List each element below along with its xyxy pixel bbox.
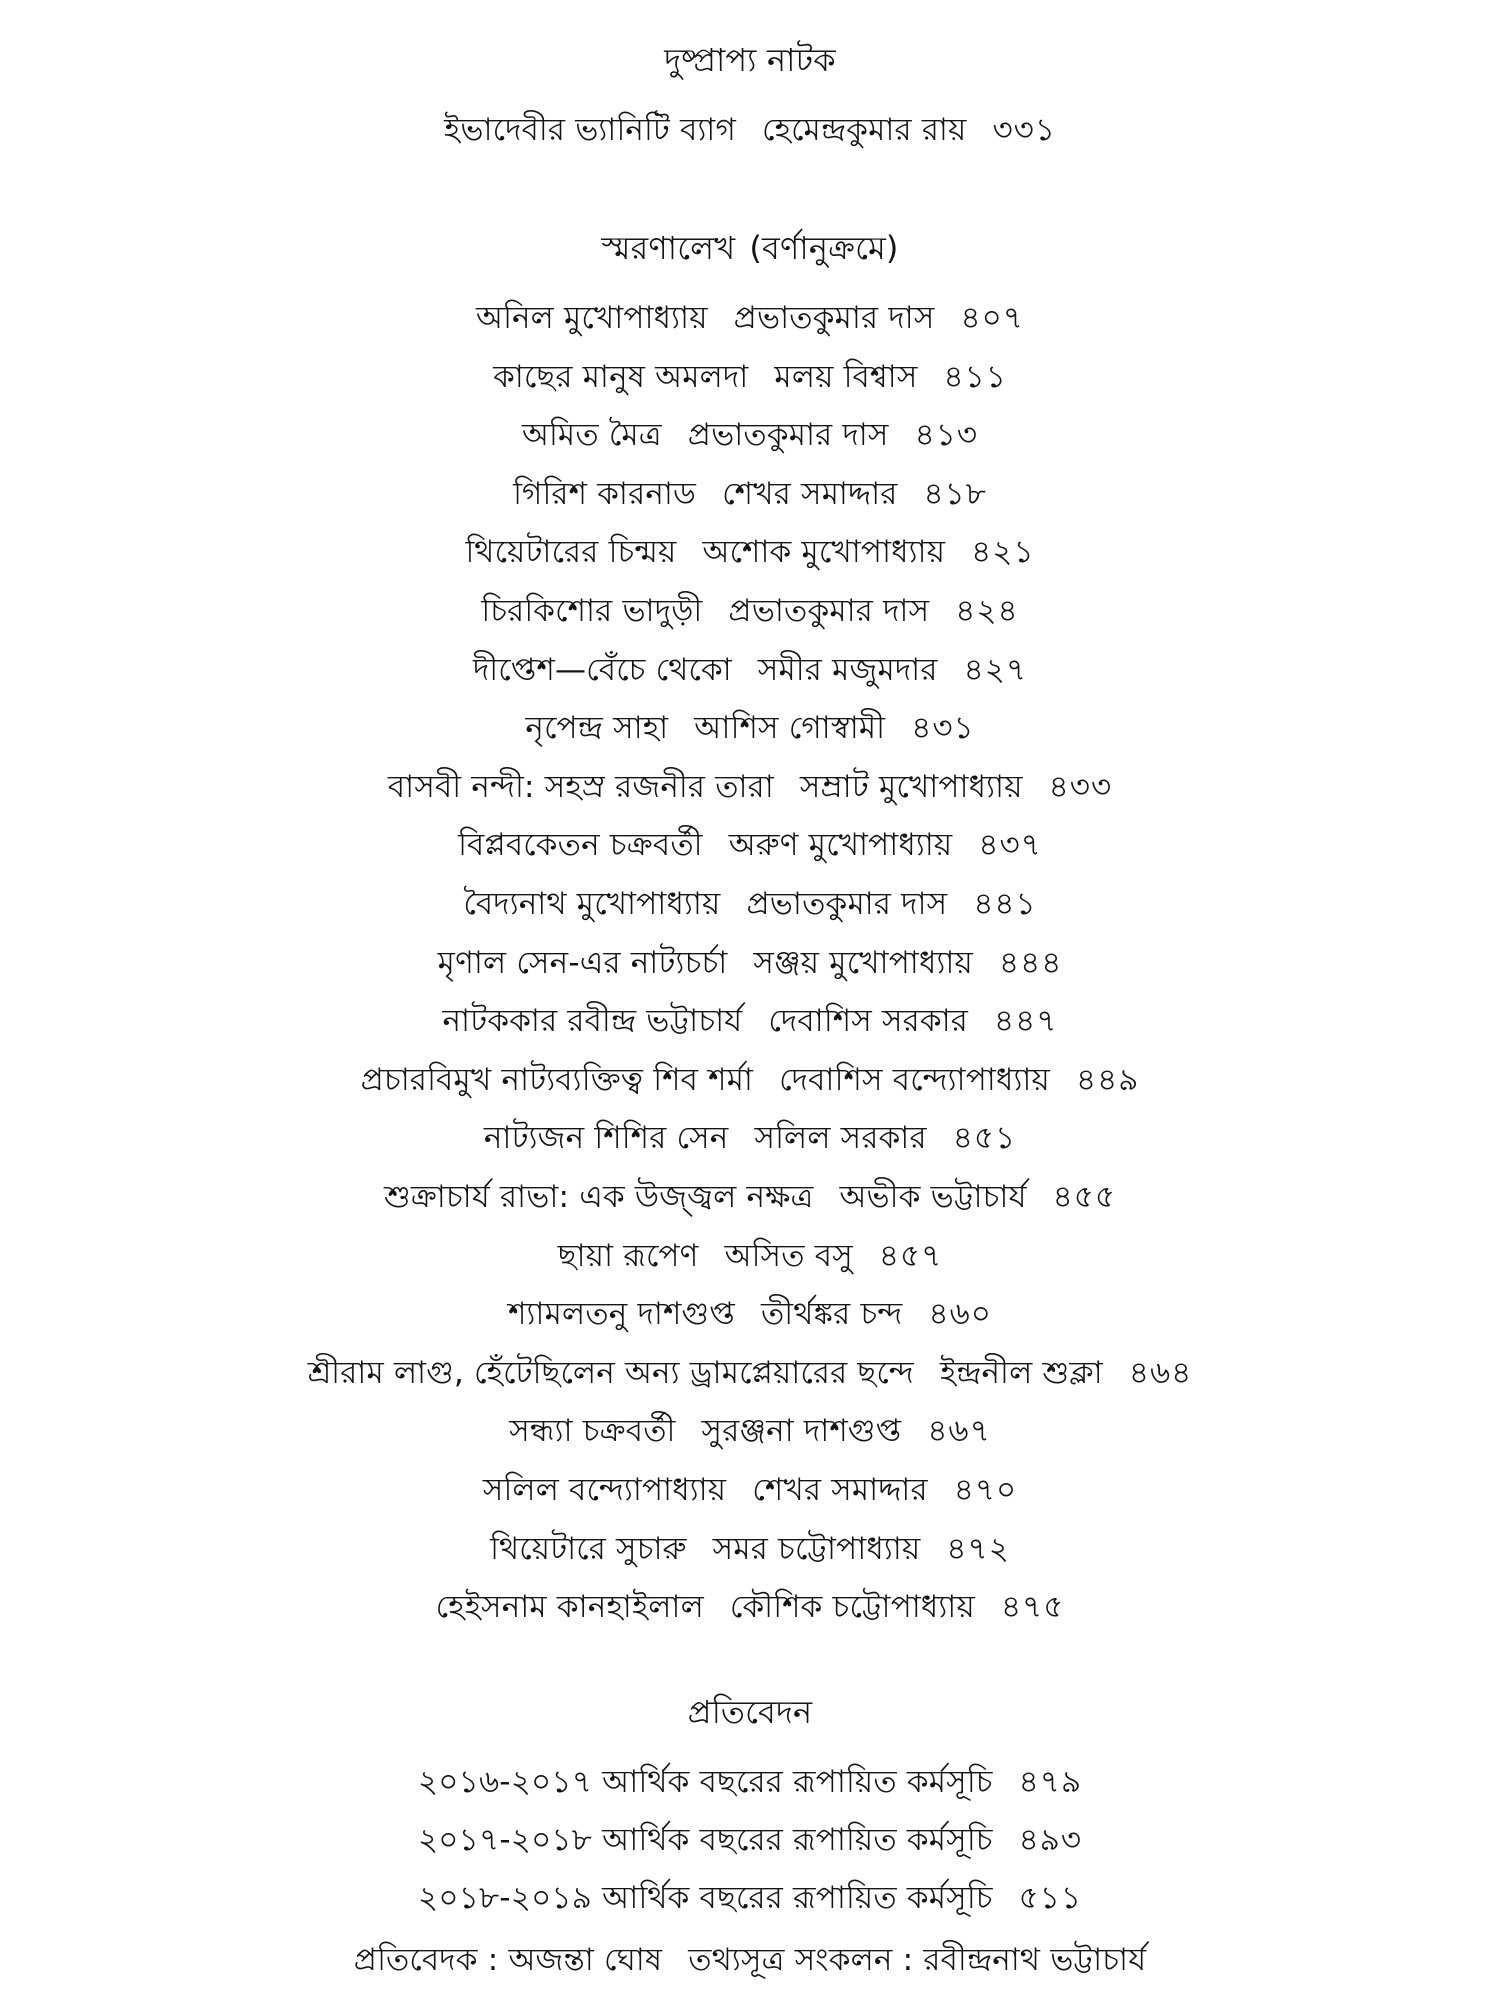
entry-author: অশোক মুখোপাধ্যায় xyxy=(702,534,946,571)
report-credits xyxy=(0,1940,1500,1980)
entry-title: নৃপেন্দ্র সাহা xyxy=(525,710,669,747)
toc-entry xyxy=(0,415,1500,455)
entry-page: ৪৪৯ xyxy=(1075,1061,1140,1098)
entry-author: অরুণ মুখোপাধ্যায় xyxy=(728,827,953,864)
entry-author: সমীর মজুমদার xyxy=(757,651,938,688)
section-heading-rare-plays xyxy=(0,40,1500,80)
toc-entry xyxy=(0,1411,1500,1451)
toc-entry xyxy=(0,1236,1500,1276)
entry-page: ৪৪৪ xyxy=(998,944,1063,981)
entry-author: তীর্থঙ্কর চন্দ xyxy=(760,1296,903,1333)
toc-entry xyxy=(0,1587,1500,1627)
entry-title: মৃণাল সেন-এর নাট্যচর্চা xyxy=(437,944,728,981)
entry-title: ২০১৬-২০১৭ আর্থিক বছরের রূপায়িত কর্মসূচি xyxy=(417,1764,993,1800)
entry-page: ৪৭০ xyxy=(953,1472,1018,1508)
entry-title: হেইসনাম কানহাইলাল xyxy=(435,1589,704,1626)
entry-author: সলিল সরকার xyxy=(754,1120,927,1157)
entry-author: দেবাশিস সরকার xyxy=(768,1003,969,1040)
entry-page: ৪১১ xyxy=(943,358,1007,395)
toc-entry xyxy=(0,1470,1500,1510)
entry-title: গিরিশ কারনাড xyxy=(513,475,697,512)
entry-author: আশিস গোস্বামী xyxy=(694,710,886,747)
entry-page: ৪৩৭ xyxy=(978,827,1042,864)
toc-entry xyxy=(0,825,1500,865)
entry-page: ৪৩৩ xyxy=(1048,768,1113,805)
entry-author: দেবাশিস বন্দ্যোপাধ্যায় xyxy=(779,1061,1050,1098)
entry-title: ইভাদেবীর ভ্যানিটি ব্যাগ xyxy=(444,112,737,148)
entry-author: শেখর সমাদ্দার xyxy=(752,1472,928,1508)
toc-entry xyxy=(0,1529,1500,1569)
entry-title: থিয়েটারে সুচারু xyxy=(490,1530,687,1567)
entry-author: সম্রাট মুখোপাধ্যায় xyxy=(799,768,1023,805)
toc-entry xyxy=(0,110,1500,150)
entry-title: নাট্যজন শিশির সেন xyxy=(483,1120,729,1157)
entry-title: চিরকিশোর ভাদুড়ী xyxy=(481,593,703,629)
toc-entry xyxy=(0,1118,1500,1158)
entry-author: সঞ্জয় মুখোপাধ্যায় xyxy=(753,944,973,981)
entry-title: সন্ধ্যা চক্রবর্তী xyxy=(509,1413,676,1450)
entry-page: ৫১১ xyxy=(1018,1880,1082,1916)
entry-title: দীপ্তেশ—বেঁচে থেকো xyxy=(472,651,732,688)
entry-page: ৪৬৪ xyxy=(1128,1354,1193,1391)
entry-page: ৪৪৭ xyxy=(994,1003,1058,1040)
entry-page: ৪২৪ xyxy=(955,593,1019,629)
entry-author: প্রভাতকুমার দাস xyxy=(746,886,948,922)
compiler-name: রবীন্দ্রনাথ ভট্টাচার্য xyxy=(923,1942,1147,1978)
entry-page: ৪৭৯ xyxy=(1018,1764,1083,1800)
toc-entry xyxy=(0,298,1500,338)
compiler-label: তথ্যসূত্র সংকলন : xyxy=(688,1942,914,1978)
toc-entry xyxy=(0,943,1500,983)
entry-page: ৪৫৭ xyxy=(878,1237,943,1274)
entry-page: ৩৩১ xyxy=(992,112,1056,148)
entry-author: অসিত বসু xyxy=(724,1237,853,1274)
entry-page: ৪১৮ xyxy=(923,475,987,512)
entry-title: অমিত মৈত্র xyxy=(521,417,662,454)
entry-title: বৈদ্যনাথ মুখোপাধ্যায় xyxy=(463,886,721,922)
entry-title: নাটককার রবীন্দ্র ভট্টাচার্য xyxy=(442,1003,743,1040)
reporter-name: অজন্তা ঘোষ xyxy=(508,1942,663,1978)
entry-author: অভীক ভট্টাচার্য xyxy=(839,1179,1027,1215)
toc-entry xyxy=(0,767,1500,807)
entry-page: ৪৭২ xyxy=(946,1530,1010,1567)
entry-page: ৪৬৭ xyxy=(927,1413,991,1450)
entry-title: ২০১৭-২০১৮ আর্থিক বছরের রূপায়িত কর্মসূচি xyxy=(417,1822,993,1858)
entry-page: ৪৫৫ xyxy=(1052,1179,1117,1215)
entry-title: শ্রীরাম লাগু, হেঁটেছিলেন অন্য ড্রামপ্লেয়ারের ছন্দে xyxy=(307,1354,914,1391)
toc-entry xyxy=(0,1001,1500,1041)
entry-title: শুক্রাচার্য রাভা: এক উজ্জ্বল নক্ষত্র xyxy=(383,1179,814,1215)
entry-title: সলিল বন্দ্যোপাধ্যায় xyxy=(482,1472,727,1508)
toc-entry xyxy=(0,650,1500,690)
toc-entry xyxy=(0,357,1500,397)
entry-page: ৪১৩ xyxy=(914,417,978,454)
entry-title: ছায়া রূপেণ xyxy=(557,1237,699,1274)
section-heading-text: প্রতিবেদন xyxy=(687,1693,813,1731)
entry-author: হেমেন্দ্রকুমার রায় xyxy=(762,112,967,148)
entry-title: বাসবী নন্দী: সহস্র রজনীর তারা xyxy=(387,768,774,805)
entry-page: ৪৯৩ xyxy=(1018,1822,1083,1858)
toc-entry xyxy=(0,474,1500,514)
toc-entry xyxy=(0,1294,1500,1334)
toc-entry xyxy=(0,884,1500,924)
section-heading-reports xyxy=(0,1692,1500,1732)
entry-title: কাছের মানুষ অমলদা xyxy=(493,358,749,395)
entry-author: প্রভাতকুমার দাস xyxy=(728,593,930,629)
entry-page: ৪৪১ xyxy=(973,886,1037,922)
entry-title: বিপ্লবকেতন চক্রবর্তী xyxy=(458,827,703,864)
entry-page: ৪৫১ xyxy=(952,1120,1017,1157)
entry-title: থিয়েটারের চিন্ময় xyxy=(465,534,677,571)
entry-title: ২০১৮-২০১৯ আর্থিক বছরের রূপায়িত কর্মসূচি xyxy=(417,1880,993,1916)
entry-page: ৪০৭ xyxy=(960,300,1024,336)
toc-entry xyxy=(0,1878,1500,1918)
toc-entry xyxy=(0,591,1500,631)
entry-page: ৪২১ xyxy=(971,534,1035,571)
entry-page: ৪২৭ xyxy=(963,651,1028,688)
entry-author: প্রভাতকুমার দাস xyxy=(733,300,935,336)
entry-page: ৪৭৫ xyxy=(1000,1589,1065,1626)
reporter-label: প্রতিবেদক : xyxy=(353,1942,499,1978)
section-heading-memorials xyxy=(0,228,1500,268)
entry-title: প্রচারবিমুখ নাট্যব্যক্তিত্ব শিব শর্মা xyxy=(360,1061,754,1098)
entry-author: ইন্দ্রনীল শুক্লা xyxy=(939,1354,1103,1391)
entry-title: শ্যামলতনু দাশগুপ্ত xyxy=(508,1296,735,1333)
entry-author: মলয় বিশ্বাস xyxy=(774,358,918,395)
section-heading-text: দুষ্প্রাপ্য নাটক xyxy=(664,41,836,79)
entry-page: ৪৩১ xyxy=(911,710,975,747)
entry-author: শেখর সমাদ্দার xyxy=(722,475,898,512)
toc-entry xyxy=(0,1060,1500,1100)
toc-entry xyxy=(0,1762,1500,1802)
entry-title: অনিল মুখোপাধ্যায় xyxy=(476,300,708,336)
section-subheading: (বর্ণানুক্রমে) xyxy=(749,229,899,267)
entry-author: সমর চট্টোপাধ্যায় xyxy=(712,1530,921,1567)
entry-page: ৪৬০ xyxy=(928,1296,992,1333)
entry-author: সুরঞ্জনা দাশগুপ্ত xyxy=(701,1413,902,1450)
entry-author: প্রভাতকুমার দাস xyxy=(687,417,889,454)
entry-author: কৌশিক চট্টোপাধ্যায় xyxy=(729,1589,975,1626)
toc-entry xyxy=(0,1353,1500,1393)
toc-entry xyxy=(0,1820,1500,1860)
section-heading-text: স্মরণালেখ xyxy=(601,229,736,267)
toc-entry xyxy=(0,1177,1500,1217)
toc-entry xyxy=(0,532,1500,572)
toc-entry xyxy=(0,708,1500,748)
